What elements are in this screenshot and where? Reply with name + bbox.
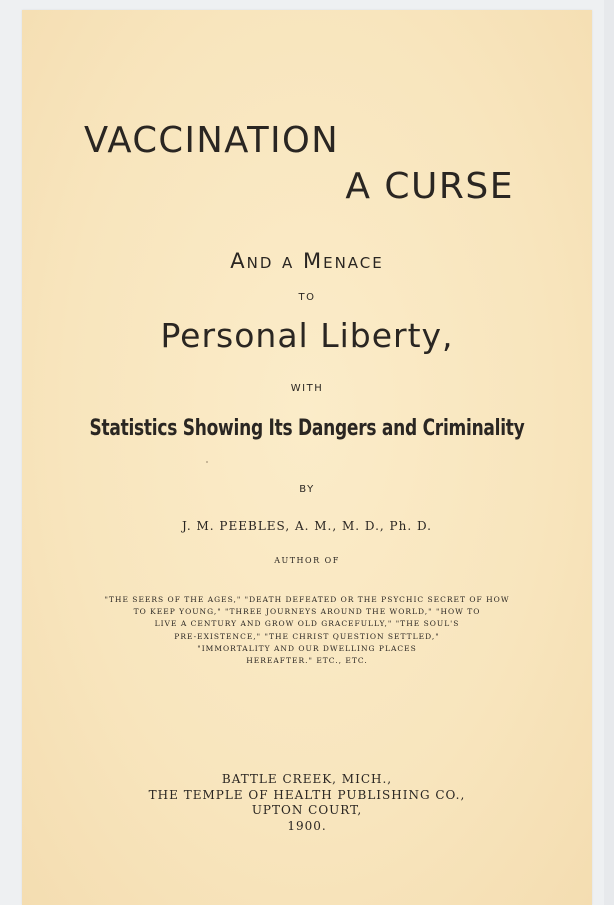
author-of-label: AUTHOR OF [274, 556, 340, 565]
works-line: PRE-EXISTENCE," "THE CHRIST QUESTION SETTLED," [174, 631, 440, 641]
imprint-year: 1900. [287, 818, 327, 833]
connector-with: WITH [290, 383, 324, 394]
connector-to: TO [298, 292, 316, 303]
works-line: TO KEEP YOUNG," "THREE JOURNEYS AROUND THE WORLD," "HOW TO [133, 607, 481, 617]
personal-liberty-heading: Personal Liberty, [160, 316, 454, 355]
main-title-line-1: VACCINATION [84, 120, 340, 161]
publisher-imprint [22, 772, 592, 834]
statistics-heading: Statistics Showing Its Dangers and Criminality [89, 416, 525, 441]
main-title-line-2: A CURSE [345, 166, 514, 207]
works-line: LIVE A CENTURY AND GROW OLD GRACEFULLY," "THE SOUL'S [154, 619, 460, 629]
imprint-address: UPTON COURT, [251, 803, 363, 817]
author-name: J. M. PEEBLES, A. M., M. D., Ph. D. [181, 519, 432, 533]
title-page [22, 10, 592, 905]
other-works-list [62, 594, 552, 667]
viewer-scrollbar[interactable] [604, 0, 614, 905]
works-line: "IMMORTALITY AND OUR DWELLING PLACES [197, 643, 417, 653]
imprint-city: BATTLE CREEK, MICH., [221, 772, 393, 786]
imprint-publisher: THE TEMPLE OF HEALTH PUBLISHING CO., [148, 787, 466, 802]
works-line: "THE SEERS OF THE AGES," "DEATH DEFEATED OR THE PSYCHIC SECRET OF HOW [104, 595, 510, 604]
connector-by: BY [299, 484, 315, 495]
works-line: HEREAFTER." ETC., ETC. [246, 656, 368, 666]
subtitle: And a Menace [230, 249, 384, 273]
paper-speck [206, 461, 208, 463]
